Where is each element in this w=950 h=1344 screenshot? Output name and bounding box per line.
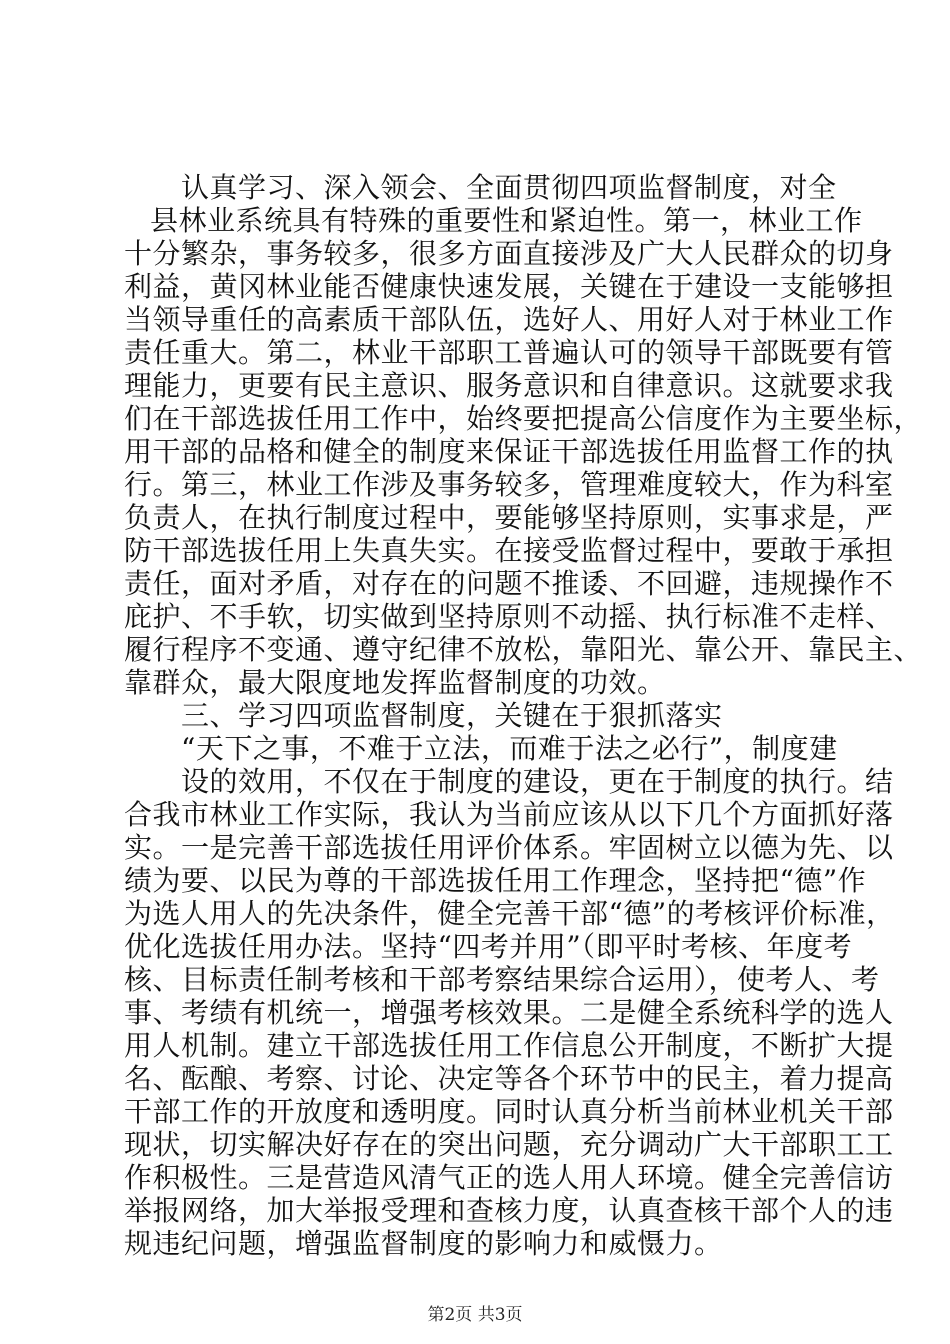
text-line-20: 合我市林业工作实际，我认为当前应该从以下几个方面抓好落 (124, 798, 894, 831)
text-line-12: 防干部选拔任用上失真失实。在接受监督过程中，要敢于承担 (124, 534, 894, 567)
text-line-33: 规违纪问题，增强监督制度的影响力和威慑力。 (124, 1227, 723, 1260)
text-line-3: 十分繁杂，事务较多，很多方面直接涉及广大人民群众的切身 (124, 237, 894, 270)
text-line-25: 核、目标责任制考核和干部考察结果综合运用），使考人、考 (124, 963, 880, 996)
text-line-8: 们在干部选拔任用工作中，始终要把提高公信度作为主要坐标， (124, 402, 923, 435)
text-line-30: 现状，切实解决好存在的突出问题，充分调动广大干部职工工 (124, 1128, 894, 1161)
text-line-23: 为选人用人的先决条件，健全完善干部“德”的考核评价标准， (124, 897, 895, 930)
section-heading: 三、学习四项监督制度，关键在于狠抓落实 (181, 699, 723, 732)
text-line-5: 当领导重任的高素质干部队伍，选好人、用好人对于林业工作 (124, 303, 894, 336)
text-line-14: 庇护、不手软，切实做到坚持原则不动摇、执行标准不走样、 (124, 600, 894, 633)
text-line-22: 绩为要、以民为尊的干部选拔任用工作理念，坚持把“德”作 (124, 864, 867, 897)
text-line-26: 事、考绩有机统一，增强考核效果。二是健全系统科学的选人 (124, 996, 894, 1029)
text-line-21: 实。一是完善干部选拔任用评价体系。牢固树立以德为先、以 (124, 831, 894, 864)
text-line-24: 优化选拔任用办法。坚持“四考并用”（即平时考核、年度考 (124, 930, 853, 963)
text-line-29: 干部工作的开放度和透明度。同时认真分析当前林业机关干部 (124, 1095, 894, 1128)
text-line-27: 用人机制。建立干部选拔任用工作信息公开制度，不断扩大提 (124, 1029, 894, 1062)
text-line-7: 理能力，更要有民主意识、服务意识和自律意识。这就要求我 (124, 369, 894, 402)
text-line-16: 靠群众，最大限度地发挥监督制度的功效。 (124, 666, 666, 699)
text-line-1: 认真学习、深入领会、全面贯彻四项监督制度，对全 (181, 171, 837, 204)
text-line-9: 用干部的品格和健全的制度来保证干部选拔任用监督工作的执 (124, 435, 894, 468)
text-line-19: 设的效用，不仅在于制度的建设，更在于制度的执行。结 (181, 765, 894, 798)
text-line-18: “天下之事，不难于立法，而难于法之必行”，制度建 (181, 732, 838, 765)
text-line-15: 履行程序不变通、遵守纪律不放松，靠阳光、靠公开、靠民主、 (124, 633, 923, 666)
text-line-32: 举报网络，加大举报受理和查核力度，认真查核干部个人的违 (124, 1194, 894, 1227)
text-line-31: 作积极性。三是营造风清气正的选人用人环境。健全完善信访 (124, 1161, 894, 1194)
text-line-10: 行。第三，林业工作涉及事务较多，管理难度较大，作为科室 (124, 468, 894, 501)
page-footer: 第2页 共3页 (427, 1305, 523, 1325)
text-line-2: 县林业系统具有特殊的重要性和紧迫性。第一，林业工作 (150, 204, 863, 237)
text-line-28: 名、酝酿、考察、讨论、决定等各个环节中的民主，着力提高 (124, 1062, 894, 1095)
text-line-4: 利益，黄冈林业能否健康快速发展，关键在于建设一支能够担 (124, 270, 894, 303)
text-line-6: 责任重大。第二，林业干部职工普遍认可的领导干部既要有管 (124, 336, 894, 369)
text-line-11: 负责人，在执行制度过程中，要能够坚持原则，实事求是，严 (124, 501, 894, 534)
text-line-13: 责任，面对矛盾，对存在的问题不推诿、不回避，违规操作不 (124, 567, 894, 600)
